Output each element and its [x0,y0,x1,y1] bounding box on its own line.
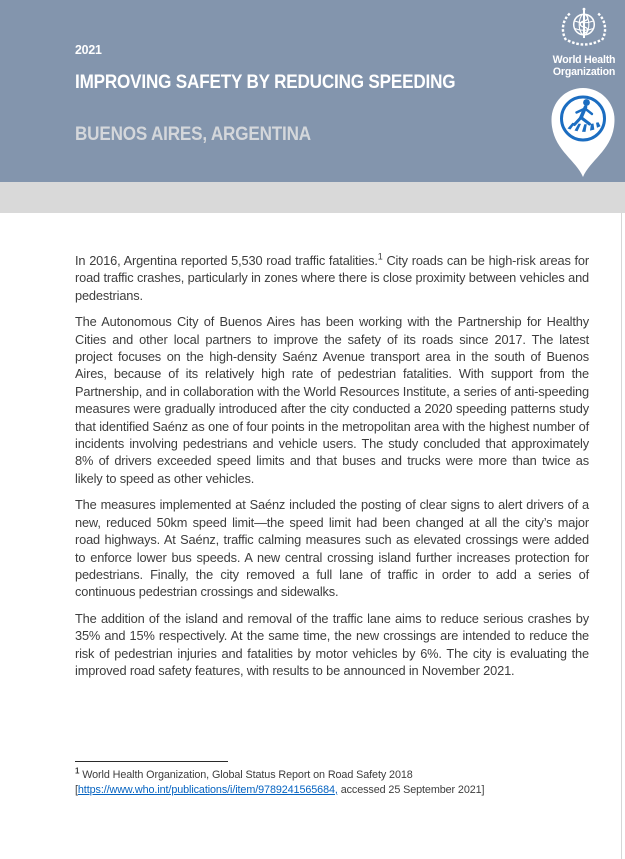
footnote-citation: World Health Organization, Global Status Report on Road Safety 2018 [79,769,413,781]
footnote-marker: 1 [75,766,80,776]
footnote-link[interactable]: https://www.who.int/publications/i/item/9789241565684, [77,783,338,796]
paragraph-1-text: In 2016, Argentina reported 5,530 road traffic fatalities. [75,253,378,268]
year-label: 2021 [75,42,102,57]
divider-band [0,182,625,213]
who-logo-line1: World Health [552,54,616,66]
footnote-section [75,761,589,798]
header-banner [0,0,625,182]
footnote-access-date: accessed 25 September 2021] [337,783,485,796]
footnote-link-line [75,783,589,798]
who-logo-line2: Organization [552,65,616,78]
document-text [75,252,589,688]
footnote-reference: 1 [377,251,383,262]
page-subtitle: BUENOS AIRES, ARGENTINA [75,124,311,145]
page-title: IMPROVING SAFETY BY REDUCING SPEEDING [75,72,456,93]
page-right-edge [621,213,622,859]
paragraph-3: The measures implemented at Saénz included the posting of clear signs to alert drivers of a new, reduced 50km speed limit—the speed limit had been changed at all the city’s major road highways. At Saénz, traffic calming measures such as elevated crossings were added to enforce lower bus speeds. A new central crossing island further increases protection for pedestrians. Finally, the city removed a full lane of traffic in order to add a series of continuous pedestrian crossings and sidewalks. [75,497,589,600]
paragraph-1 [75,252,589,304]
paragraph-4: The addition of the island and removal of the traffic lane aims to reduce serious crashes by 35% and 15% respectively. At the same time, the new crossings are intended to reduce the risk of pedestrian injuries and fatalities by motor vehicles by 6%. The city is evaluating the improved road safety features, with results to be announced in November 2021. [75,610,589,678]
who-emblem-icon [559,7,609,49]
paragraph-1-continued: City roads can be high-risk areas for road traffic crashes, particularly in zones where there is close proximity between vehicles and pedestrians. [75,253,589,303]
footnote-citation-line [75,768,589,783]
footnote-separator [75,761,228,762]
paragraph-2: The Autonomous City of Buenos Aires has been working with the Partnership for Healthy Cities and other local partners to improve the safety of its roads since 2017. The latest project focuses on the high-density Saénz Avenue transport area in the south of Buenos Aires, because of its relatively high rate of pedestrian fatalities. With support from the Partnership, and in collaboration with the World Resources Institute, a series of anti-speeding measures were gradually introduced after the city conducted a 2020 speeding patterns study that identified Saénz as one of four points in the metropolitan area with the highest number of incidents involving pedestrians and vehicle users. The study concluded that approximately 8% of drivers exceeded speed limits and that buses and trucks were more than twice as likely to speed as other vehicles. [75,314,589,486]
footnote-bracket: [ [75,783,78,796]
who-logo [545,7,623,78]
pedestrian-crossing-pin-icon [546,86,620,178]
